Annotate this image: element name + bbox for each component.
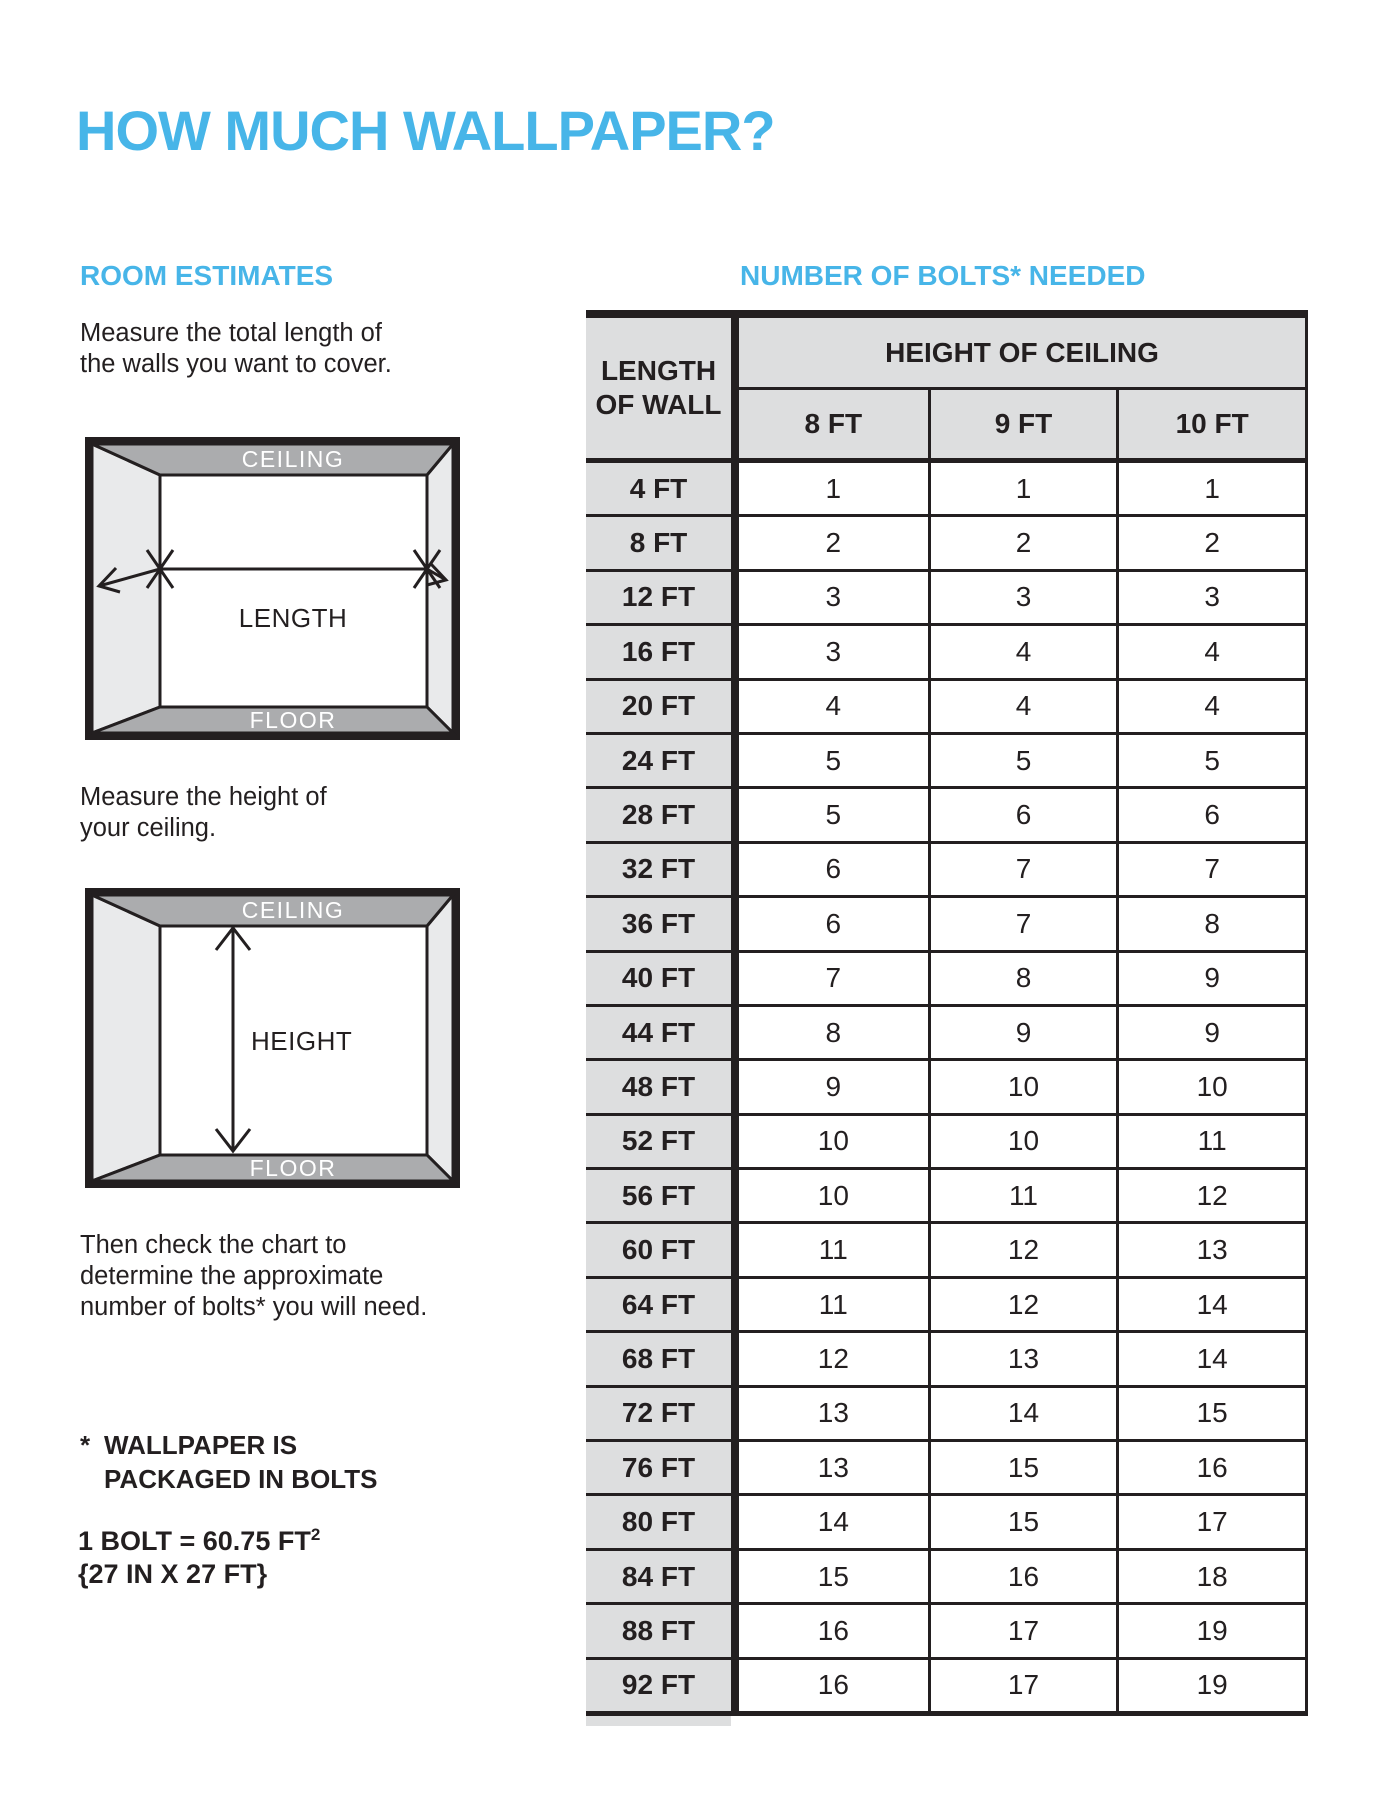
bolts-value-cell: 4 bbox=[739, 681, 928, 732]
wall-length-cell: 56 FT bbox=[586, 1170, 731, 1221]
wall-length-cell: 32 FT bbox=[586, 844, 731, 895]
bolts-value-cell: 8 bbox=[739, 1007, 928, 1058]
table-row bbox=[586, 1276, 1305, 1330]
column-header-10ft: 10 FT bbox=[1116, 390, 1305, 458]
bolts-value-cell: 3 bbox=[928, 572, 1117, 623]
ceiling-label: CEILING bbox=[241, 897, 345, 923]
wall-length-cell: 72 FT bbox=[586, 1388, 731, 1439]
page-title: HOW MUCH WALLPAPER? bbox=[76, 98, 775, 162]
column-divider bbox=[731, 789, 739, 840]
bolts-value-cell: 9 bbox=[739, 1061, 928, 1112]
bolts-value-cell: 8 bbox=[1116, 898, 1305, 949]
bolts-value-cell: 6 bbox=[928, 789, 1117, 840]
height-label: HEIGHT bbox=[251, 1026, 353, 1056]
check-chart-paragraph bbox=[80, 1230, 427, 1323]
bolts-value-cell: 14 bbox=[928, 1388, 1117, 1439]
bolt-dimensions: {27 IN X 27 FT} bbox=[78, 1559, 268, 1589]
table-row bbox=[586, 1439, 1305, 1493]
table-left-column-shadow bbox=[586, 1716, 731, 1726]
wall-length-cell: 80 FT bbox=[586, 1496, 731, 1547]
bolts-value-cell: 17 bbox=[1116, 1496, 1305, 1547]
bolts-value-cell: 8 bbox=[928, 953, 1117, 1004]
column-divider bbox=[731, 318, 739, 458]
bolts-value-cell: 13 bbox=[739, 1442, 928, 1493]
wall-length-cell: 4 FT bbox=[586, 463, 731, 514]
wall-length-cell: 88 FT bbox=[586, 1605, 731, 1656]
bolts-value-cell: 11 bbox=[928, 1170, 1117, 1221]
paragraph-line: Measure the height of bbox=[80, 783, 327, 811]
floor-label: FLOOR bbox=[249, 1155, 337, 1181]
paragraph-line: Measure the total length of bbox=[80, 319, 382, 347]
column-divider bbox=[731, 1388, 739, 1439]
wall-length-cell: 8 FT bbox=[586, 517, 731, 568]
bolts-value-cell: 4 bbox=[928, 681, 1117, 732]
table-row bbox=[586, 1548, 1305, 1602]
bolts-value-cell: 6 bbox=[1116, 789, 1305, 840]
bolts-value-cell: 16 bbox=[739, 1605, 928, 1656]
wall-length-cell: 40 FT bbox=[586, 953, 731, 1004]
bolts-value-cell: 1 bbox=[739, 463, 928, 514]
bolts-value-cell: 5 bbox=[1116, 735, 1305, 786]
column-divider bbox=[731, 463, 739, 514]
wall-length-cell: 48 FT bbox=[586, 1061, 731, 1112]
bolts-value-cell: 7 bbox=[739, 953, 928, 1004]
bolts-value-cell: 2 bbox=[928, 517, 1117, 568]
column-divider bbox=[731, 1551, 739, 1602]
bolts-value-cell: 7 bbox=[1116, 844, 1305, 895]
wall-length-cell: 12 FT bbox=[586, 572, 731, 623]
column-divider bbox=[731, 735, 739, 786]
column-divider bbox=[731, 1660, 739, 1711]
column-divider bbox=[731, 1224, 739, 1275]
wall-length-cell: 16 FT bbox=[586, 626, 731, 677]
wall-length-cell: 28 FT bbox=[586, 789, 731, 840]
paragraph-line: determine the approximate bbox=[80, 1262, 384, 1290]
bolts-value-cell: 1 bbox=[928, 463, 1117, 514]
bolts-value-cell: 13 bbox=[928, 1333, 1117, 1384]
column-divider bbox=[731, 1496, 739, 1547]
bolts-value-cell: 14 bbox=[1116, 1333, 1305, 1384]
bolts-value-cell: 16 bbox=[1116, 1442, 1305, 1493]
bolts-value-cell: 7 bbox=[928, 844, 1117, 895]
column-divider bbox=[731, 1007, 739, 1058]
table-row bbox=[586, 1330, 1305, 1384]
column-divider bbox=[731, 953, 739, 1004]
column-header-9ft: 9 FT bbox=[928, 390, 1117, 458]
table-row bbox=[586, 1385, 1305, 1439]
table-row bbox=[586, 732, 1305, 786]
table-row bbox=[586, 1221, 1305, 1275]
wall-length-cell: 36 FT bbox=[586, 898, 731, 949]
left-wall bbox=[92, 444, 160, 733]
bolts-value-cell: 4 bbox=[1116, 681, 1305, 732]
bolts-value-cell: 6 bbox=[739, 898, 928, 949]
column-divider bbox=[731, 572, 739, 623]
bolts-value-cell: 10 bbox=[1116, 1061, 1305, 1112]
column-divider bbox=[731, 1061, 739, 1112]
height-of-ceiling-header: HEIGHT OF CEILING bbox=[739, 318, 1305, 390]
bolt-size-info bbox=[78, 1518, 320, 1591]
paragraph-line: Then check the chart to bbox=[80, 1231, 347, 1259]
bolts-value-cell: 19 bbox=[1116, 1660, 1305, 1711]
wall-length-cell: 84 FT bbox=[586, 1551, 731, 1602]
bolts-value-cell: 14 bbox=[1116, 1279, 1305, 1330]
header-line: LENGTH bbox=[600, 355, 717, 386]
bolts-value-cell: 15 bbox=[928, 1442, 1117, 1493]
table-row bbox=[586, 786, 1305, 840]
paragraph-line: your ceiling. bbox=[80, 814, 217, 842]
bolts-value-cell: 10 bbox=[928, 1116, 1117, 1167]
table-row bbox=[586, 1657, 1305, 1711]
column-divider bbox=[731, 1170, 739, 1221]
room-height-diagram-svg bbox=[85, 888, 460, 1188]
ceiling-label: CEILING bbox=[241, 446, 345, 472]
bolts-value-cell: 13 bbox=[1116, 1224, 1305, 1275]
bolts-value-cell: 5 bbox=[928, 735, 1117, 786]
table-row bbox=[586, 950, 1305, 1004]
table-top-border bbox=[586, 310, 1308, 318]
paragraph-line: number of bolts* you will need. bbox=[80, 1293, 428, 1321]
header-line: OF WALL bbox=[595, 389, 722, 420]
bolts-value-cell: 13 bbox=[739, 1388, 928, 1439]
bolts-value-cell: 16 bbox=[739, 1660, 928, 1711]
asterisk-marker: * bbox=[80, 1430, 91, 1460]
table-header-row bbox=[586, 318, 1305, 458]
bolts-value-cell: 17 bbox=[928, 1660, 1117, 1711]
squared-superscript: 2 bbox=[310, 1525, 321, 1544]
bolts-value-cell: 10 bbox=[739, 1170, 928, 1221]
table-row bbox=[586, 569, 1305, 623]
table-row bbox=[586, 514, 1305, 568]
column-divider bbox=[731, 681, 739, 732]
wall-length-cell: 68 FT bbox=[586, 1333, 731, 1384]
table-row bbox=[586, 1167, 1305, 1221]
table-row bbox=[586, 895, 1305, 949]
bolts-value-cell: 9 bbox=[928, 1007, 1117, 1058]
bolts-value-cell: 4 bbox=[928, 626, 1117, 677]
bolts-value-cell: 12 bbox=[1116, 1170, 1305, 1221]
room-estimates-heading: ROOM ESTIMATES bbox=[80, 260, 334, 291]
wall-length-cell: 24 FT bbox=[586, 735, 731, 786]
bolts-value-cell: 1 bbox=[1116, 463, 1305, 514]
column-divider bbox=[731, 1116, 739, 1167]
table-body bbox=[586, 318, 1308, 1716]
footnote-line-2: PACKAGED IN BOLTS bbox=[104, 1464, 378, 1494]
footnote-line-1 bbox=[80, 1428, 377, 1462]
ceiling-header-group bbox=[739, 318, 1305, 458]
bolts-value-cell: 15 bbox=[1116, 1388, 1305, 1439]
paragraph-line: the walls you want to cover. bbox=[80, 350, 392, 378]
room-length-diagram-svg bbox=[85, 437, 460, 740]
bolts-value-cell: 5 bbox=[739, 789, 928, 840]
table-row bbox=[586, 678, 1305, 732]
bolts-value-cell: 12 bbox=[928, 1224, 1117, 1275]
back-wall bbox=[160, 475, 427, 707]
bolts-value-cell: 4 bbox=[1116, 626, 1305, 677]
bolts-value-cell: 11 bbox=[739, 1224, 928, 1275]
bolts-value-cell: 10 bbox=[739, 1116, 928, 1167]
bolts-value-cell: 12 bbox=[739, 1333, 928, 1384]
bolts-value-cell: 9 bbox=[1116, 1007, 1305, 1058]
bolts-needed-heading: NUMBER OF BOLTS* NEEDED bbox=[740, 260, 1146, 291]
bolts-table bbox=[586, 310, 1308, 1726]
bolts-value-cell: 3 bbox=[739, 572, 928, 623]
column-divider bbox=[731, 898, 739, 949]
right-wall bbox=[427, 444, 453, 733]
bolts-value-cell: 9 bbox=[1116, 953, 1305, 1004]
bolts-value-cell: 11 bbox=[1116, 1116, 1305, 1167]
bolts-value-cell: 2 bbox=[1116, 517, 1305, 568]
length-of-wall-header bbox=[586, 318, 731, 458]
column-divider bbox=[731, 517, 739, 568]
wall-length-cell: 44 FT bbox=[586, 1007, 731, 1058]
room-length-diagram bbox=[85, 437, 460, 745]
room-height-diagram bbox=[85, 888, 460, 1193]
wall-length-cell: 20 FT bbox=[586, 681, 731, 732]
table-row bbox=[586, 1058, 1305, 1112]
bolts-value-cell: 15 bbox=[739, 1551, 928, 1602]
column-divider bbox=[731, 626, 739, 677]
bolts-value-cell: 15 bbox=[928, 1496, 1117, 1547]
measure-length-paragraph bbox=[80, 318, 392, 380]
wall-length-cell: 92 FT bbox=[586, 1660, 731, 1711]
wall-length-cell: 76 FT bbox=[586, 1442, 731, 1493]
table-row bbox=[586, 1493, 1305, 1547]
table-row bbox=[586, 1113, 1305, 1167]
bolts-value-cell: 6 bbox=[739, 844, 928, 895]
bolts-value-cell: 16 bbox=[928, 1551, 1117, 1602]
ceiling-subheaders bbox=[739, 390, 1305, 458]
table-row bbox=[586, 841, 1305, 895]
bolts-value-cell: 11 bbox=[739, 1279, 928, 1330]
wall-length-cell: 64 FT bbox=[586, 1279, 731, 1330]
wallpaper-bolts-footnote bbox=[80, 1428, 377, 1496]
bolts-value-cell: 3 bbox=[739, 626, 928, 677]
bolts-value-cell: 17 bbox=[928, 1605, 1117, 1656]
bolts-value-cell: 5 bbox=[739, 735, 928, 786]
bolts-value-cell: 14 bbox=[739, 1496, 928, 1547]
table-rows bbox=[586, 463, 1305, 1711]
measure-height-paragraph bbox=[80, 782, 327, 844]
column-divider bbox=[731, 844, 739, 895]
column-divider bbox=[731, 1279, 739, 1330]
right-wall bbox=[427, 895, 453, 1181]
wall-length-cell: 60 FT bbox=[586, 1224, 731, 1275]
table-row bbox=[586, 1004, 1305, 1058]
bolts-value-cell: 2 bbox=[739, 517, 928, 568]
footnote-text: WALLPAPER IS bbox=[104, 1430, 298, 1460]
wall-length-cell: 52 FT bbox=[586, 1116, 731, 1167]
bolts-value-cell: 7 bbox=[928, 898, 1117, 949]
bolts-value-cell: 12 bbox=[928, 1279, 1117, 1330]
bolt-equation-text: 1 BOLT = 60.75 FT bbox=[78, 1526, 311, 1556]
column-divider bbox=[731, 1333, 739, 1384]
table-row bbox=[586, 1602, 1305, 1656]
left-wall bbox=[92, 895, 160, 1181]
bolt-equation bbox=[78, 1518, 320, 1558]
column-divider bbox=[731, 1442, 739, 1493]
bolts-value-cell: 3 bbox=[1116, 572, 1305, 623]
column-header-8ft: 8 FT bbox=[804, 408, 863, 439]
bolts-value-cell: 10 bbox=[928, 1061, 1117, 1112]
bolts-value-cell: 19 bbox=[1116, 1605, 1305, 1656]
bolts-value-cell: 18 bbox=[1116, 1551, 1305, 1602]
length-label: LENGTH bbox=[238, 603, 348, 633]
table-row bbox=[586, 463, 1305, 514]
floor-label: FLOOR bbox=[249, 707, 337, 733]
column-divider bbox=[731, 1605, 739, 1656]
table-row bbox=[586, 623, 1305, 677]
